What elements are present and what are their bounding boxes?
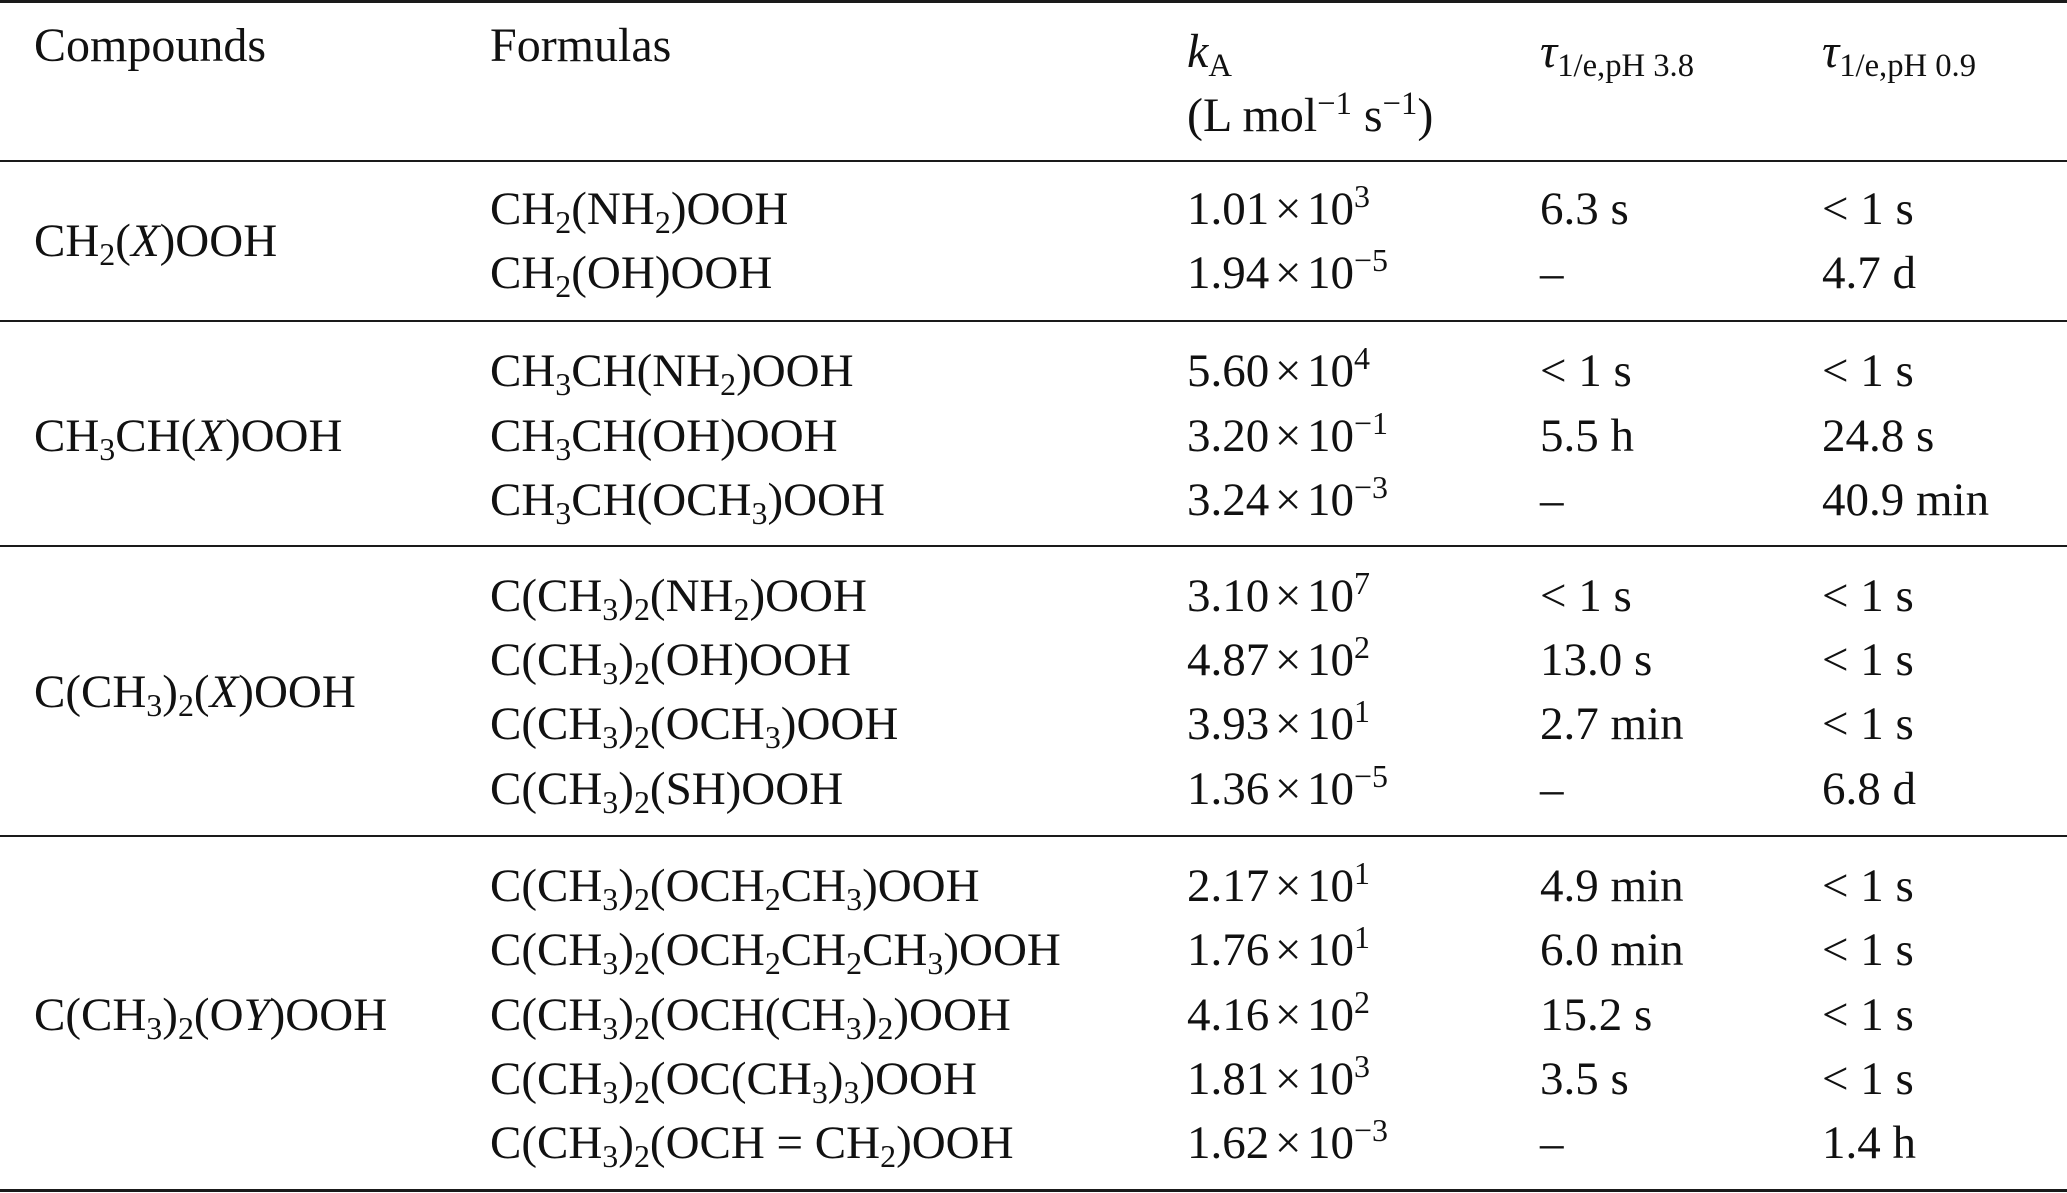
tau-symbol-ph38: τ — [1540, 25, 1558, 78]
bottom-rule — [0, 1189, 2067, 1192]
formula-subscript: 2 — [764, 881, 781, 917]
formula-text: C(CH — [490, 763, 603, 815]
compound-class — [34, 666, 356, 723]
top-rule — [0, 0, 2067, 3]
formula-text: (OCH(CH — [649, 989, 846, 1041]
formula-subscript: 3 — [602, 1138, 619, 1174]
formula-text: C(CH — [490, 1117, 603, 1169]
times-sign: × — [1274, 698, 1302, 750]
formula-text: (OCH — [649, 924, 765, 976]
formula-text: CH — [780, 924, 847, 976]
formula-text: (OCH — [649, 860, 765, 912]
formula-subscript: 2 — [633, 655, 650, 691]
group-rule-3 — [0, 835, 2067, 837]
units-part-4: −1 — [1382, 86, 1418, 123]
tau-ph38-cell — [1540, 1117, 1564, 1169]
times-sign: × — [1274, 247, 1302, 299]
base-ten: 10 — [1307, 634, 1355, 686]
formula-text: ) — [827, 1053, 844, 1105]
rate-constant-cell — [1187, 1049, 1370, 1105]
times-sign: × — [1274, 860, 1302, 912]
rate-exponent: 4 — [1354, 341, 1370, 377]
compound-text: )OOH — [269, 989, 388, 1041]
tau-ph38-value: 2.7 min — [1540, 698, 1684, 750]
rate-constant-cell — [1187, 179, 1370, 235]
rate-mantissa: 2.17 — [1187, 860, 1270, 912]
tau-ph38-cell — [1540, 410, 1634, 462]
formula-text: (OCH = CH — [649, 1117, 881, 1169]
rate-constant-cell — [1187, 985, 1370, 1041]
compound-italic: Y — [243, 989, 270, 1041]
formula-subscript: 3 — [751, 495, 768, 531]
tau-ph38-value: – — [1540, 247, 1564, 299]
formula-text: )OOH — [859, 1053, 977, 1105]
rate-constant-cell — [1187, 920, 1370, 976]
times-sign: × — [1274, 1117, 1302, 1169]
formula-cell — [490, 1117, 1014, 1174]
tau-ph09-value: < 1 s — [1822, 634, 1914, 686]
tau-ph09-value: < 1 s — [1822, 345, 1914, 397]
formula-text: )OOH — [780, 698, 899, 750]
tau-ph38-cell — [1540, 1053, 1629, 1105]
formula-cell — [490, 860, 980, 917]
formula-subscript: 3 — [602, 719, 619, 755]
formula-text: CH — [780, 860, 847, 912]
times-sign: × — [1274, 570, 1302, 622]
formula-subscript: 3 — [602, 655, 619, 691]
formula-text: C(CH — [490, 860, 603, 912]
base-ten: 10 — [1307, 763, 1355, 815]
formula-text: ) — [618, 860, 634, 912]
formula-cell — [490, 247, 773, 304]
tau-ph09-value: < 1 s — [1822, 989, 1914, 1041]
compound-text: ( — [193, 666, 210, 718]
formula-text: CH — [490, 345, 556, 397]
rate-mantissa: 1.76 — [1187, 924, 1270, 976]
tau-ph38-value: 4.9 min — [1540, 860, 1684, 912]
header-tau-ph09 — [1822, 25, 1977, 85]
formula-cell — [490, 183, 789, 240]
tau-symbol-ph09: τ — [1822, 25, 1840, 78]
tau-ph09-value: < 1 s — [1822, 924, 1914, 976]
times-sign: × — [1274, 763, 1302, 815]
formula-subscript: 3 — [602, 1074, 619, 1110]
formula-subscript: 2 — [764, 945, 781, 981]
formula-cell — [490, 474, 885, 531]
formula-subscript: 2 — [633, 784, 650, 820]
rate-constant-cell — [1187, 566, 1370, 622]
header-compounds-text: Compounds — [34, 19, 267, 72]
formula-subscript: 3 — [602, 881, 619, 917]
formula-cell — [490, 698, 899, 755]
compound-class — [34, 989, 388, 1046]
formula-subscript: 3 — [602, 591, 619, 627]
tau-ph09-value: < 1 s — [1822, 1053, 1914, 1105]
tau-ph09-cell — [1822, 860, 1914, 912]
formula-subscript: 3 — [811, 1074, 828, 1110]
header-formulas-text: Formulas — [490, 19, 672, 72]
compound-text: CH( — [115, 410, 197, 462]
tau-ph09-cell — [1822, 763, 1916, 815]
formula-subscript: 3 — [555, 495, 572, 531]
compound-text: )OOH — [238, 666, 356, 718]
tau-ph09-value: < 1 s — [1822, 860, 1914, 912]
compound-italic: X — [209, 666, 239, 718]
rate-constant-cell — [1187, 470, 1389, 526]
rate-constant-cell — [1187, 856, 1370, 912]
formula-subscript: 2 — [733, 591, 750, 627]
rate-constant-cell — [1187, 1113, 1389, 1169]
tau-ph38-value: – — [1540, 1117, 1564, 1169]
compound-subscript: 2 — [99, 236, 116, 272]
base-ten: 10 — [1307, 247, 1355, 299]
base-ten: 10 — [1307, 183, 1355, 235]
formula-subscript: 3 — [602, 1010, 619, 1046]
group-rule-2 — [0, 545, 2067, 547]
base-ten: 10 — [1307, 924, 1355, 976]
formula-cell — [490, 924, 1061, 981]
formula-text: C(CH — [490, 989, 603, 1041]
tau-subscript-ph38: 1/e,pH 3.8 — [1557, 48, 1695, 85]
formula-text: CH — [490, 474, 556, 526]
header-rate-constant — [1187, 25, 1232, 85]
tau-ph09-value: < 1 s — [1822, 570, 1914, 622]
formula-text: ) — [618, 634, 634, 686]
tau-ph09-cell — [1822, 634, 1914, 686]
rate-mantissa: 1.36 — [1187, 763, 1270, 815]
formula-text: CH — [490, 410, 556, 462]
formula-subscript: 2 — [633, 719, 650, 755]
formula-text: )OOH — [862, 860, 980, 912]
rate-exponent: −5 — [1354, 759, 1389, 795]
formula-subscript: 2 — [633, 945, 650, 981]
rate-exponent: 2 — [1354, 630, 1370, 666]
compound-text: ) — [162, 666, 178, 718]
tau-ph09-cell — [1822, 698, 1914, 750]
tau-ph09-value: < 1 s — [1822, 183, 1914, 235]
rate-mantissa: 1.81 — [1187, 1053, 1270, 1105]
tau-ph38-value: – — [1540, 474, 1564, 526]
formula-subscript: 2 — [654, 204, 671, 240]
rate-exponent: −1 — [1354, 406, 1389, 442]
formula-subscript: 2 — [846, 945, 863, 981]
tau-ph09-value: 40.9 min — [1822, 474, 1990, 526]
rate-mantissa: 3.24 — [1187, 474, 1270, 526]
formula-text: ) — [618, 570, 634, 622]
tau-ph09-cell — [1822, 1117, 1916, 1169]
rate-constant-cell — [1187, 243, 1389, 299]
tau-ph09-cell — [1822, 183, 1914, 235]
rate-exponent: 7 — [1354, 566, 1370, 602]
tau-ph38-cell — [1540, 345, 1632, 397]
formula-subscript: 3 — [927, 945, 944, 981]
rate-exponent: 3 — [1354, 179, 1370, 215]
formula-cell — [490, 410, 838, 467]
formula-text: CH — [490, 183, 556, 235]
tau-ph09-cell — [1822, 474, 1990, 526]
rate-mantissa: 4.16 — [1187, 989, 1270, 1041]
tau-ph09-value: 24.8 s — [1822, 410, 1935, 462]
formula-subscript: 3 — [764, 719, 781, 755]
base-ten: 10 — [1307, 989, 1355, 1041]
header-formulas — [490, 19, 672, 72]
tau-ph38-cell — [1540, 570, 1632, 622]
base-ten: 10 — [1307, 474, 1355, 526]
tau-ph09-value: < 1 s — [1822, 698, 1914, 750]
base-ten: 10 — [1307, 1117, 1355, 1169]
k-subscript: A — [1208, 48, 1232, 85]
formula-text: )OOH — [896, 1117, 1014, 1169]
formula-subscript: 2 — [555, 204, 572, 240]
formula-text: CH — [490, 247, 556, 299]
formula-text: C(CH — [490, 570, 603, 622]
formula-text: (SH)OOH — [649, 763, 844, 815]
formula-text: CH(OH)OOH — [571, 410, 838, 462]
formula-subscript: 2 — [877, 1010, 894, 1046]
formula-text: C(CH — [490, 924, 603, 976]
times-sign: × — [1274, 183, 1302, 235]
formula-text: )OOH — [749, 570, 867, 622]
rate-exponent: 1 — [1354, 920, 1370, 956]
base-ten: 10 — [1307, 860, 1355, 912]
compound-subscript: 3 — [99, 431, 116, 467]
tau-ph09-cell — [1822, 345, 1914, 397]
compound-subscript: 3 — [146, 1010, 163, 1046]
compound-class — [34, 410, 343, 467]
rate-mantissa: 3.20 — [1187, 410, 1270, 462]
formula-text: CH — [862, 924, 928, 976]
tau-ph09-cell — [1822, 989, 1914, 1041]
rate-constant-cell — [1187, 694, 1370, 750]
tau-ph38-value: 15.2 s — [1540, 989, 1653, 1041]
compound-subscript: 3 — [146, 687, 163, 723]
formula-text: ) — [618, 1053, 634, 1105]
formula-text: C(CH — [490, 634, 603, 686]
tau-ph38-cell — [1540, 989, 1653, 1041]
tau-ph38-cell — [1540, 183, 1629, 235]
tau-ph09-cell — [1822, 410, 1935, 462]
base-ten: 10 — [1307, 570, 1355, 622]
base-ten: 10 — [1307, 1053, 1355, 1105]
base-ten: 10 — [1307, 410, 1355, 462]
header-tau-ph38 — [1540, 25, 1695, 85]
times-sign: × — [1274, 634, 1302, 686]
compound-class — [34, 215, 278, 272]
formula-subscript: 2 — [633, 1074, 650, 1110]
formula-text: (NH — [571, 183, 655, 235]
rate-exponent: 1 — [1354, 694, 1370, 730]
tau-ph38-cell — [1540, 474, 1564, 526]
rate-constant-cell — [1187, 759, 1389, 815]
rate-exponent: −3 — [1354, 1113, 1389, 1149]
compound-subscript: 2 — [177, 687, 194, 723]
rate-constant-cell — [1187, 341, 1370, 397]
times-sign: × — [1274, 410, 1302, 462]
formula-text: (NH — [649, 570, 734, 622]
header-compounds — [34, 19, 267, 72]
formula-subscript: 3 — [555, 366, 572, 402]
formula-text: )OOH — [670, 183, 789, 235]
formula-cell — [490, 570, 867, 627]
formula-text: )OOH — [736, 345, 854, 397]
rate-exponent: 3 — [1354, 1049, 1370, 1085]
formula-text: ) — [861, 989, 878, 1041]
formula-text: CH(OCH — [571, 474, 752, 526]
compound-text: CH — [34, 215, 100, 267]
rate-mantissa: 3.93 — [1187, 698, 1270, 750]
formula-text: )OOH — [767, 474, 885, 526]
compound-text: C(CH — [34, 666, 147, 718]
formula-text: (OC(CH — [649, 1053, 812, 1105]
rate-exponent: 1 — [1354, 856, 1370, 892]
tau-subscript-ph09: 1/e,pH 0.9 — [1839, 48, 1977, 85]
formula-subscript: 2 — [555, 268, 572, 304]
tau-ph38-cell — [1540, 634, 1653, 686]
compound-text: (O — [193, 989, 244, 1041]
formula-subscript: 2 — [633, 881, 650, 917]
formula-subscript: 3 — [602, 945, 619, 981]
rate-exponent: −5 — [1354, 243, 1389, 279]
compound-text: CH — [34, 410, 100, 462]
formula-subscript: 3 — [843, 1074, 860, 1110]
compound-text: ) — [162, 989, 178, 1041]
tau-ph38-cell — [1540, 860, 1684, 912]
formula-text: (OH)OOH — [571, 247, 773, 299]
formula-subscript: 2 — [633, 1138, 650, 1174]
compound-italic: X — [130, 215, 160, 267]
formula-subscript: 3 — [846, 881, 863, 917]
formula-subscript: 2 — [880, 1138, 897, 1174]
group-rule-1 — [0, 320, 2067, 322]
formula-text: C(CH — [490, 1053, 603, 1105]
rate-mantissa: 5.60 — [1187, 345, 1270, 397]
tau-ph38-value: < 1 s — [1540, 345, 1632, 397]
k-symbol: k — [1187, 25, 1209, 78]
formula-text: CH(NH — [571, 345, 721, 397]
tau-ph38-value: – — [1540, 763, 1564, 815]
tau-ph38-cell — [1540, 763, 1564, 815]
compound-text: )OOH — [159, 215, 278, 267]
formula-subscript: 2 — [720, 366, 737, 402]
formula-cell — [490, 989, 1011, 1046]
rate-mantissa: 1.94 — [1187, 247, 1270, 299]
tau-ph38-value: 6.3 s — [1540, 183, 1629, 235]
formula-text: ) — [618, 763, 634, 815]
compound-text: ( — [115, 215, 131, 267]
formula-cell — [490, 345, 854, 402]
rate-exponent: 2 — [1354, 985, 1370, 1021]
tau-ph09-value: 6.8 d — [1822, 763, 1916, 815]
rate-constant-cell — [1187, 406, 1389, 462]
base-ten: 10 — [1307, 698, 1355, 750]
rate-mantissa: 1.62 — [1187, 1117, 1270, 1169]
tau-ph38-cell — [1540, 247, 1564, 299]
formula-text: ) — [618, 989, 634, 1041]
units-part-2: −1 — [1317, 86, 1352, 123]
formula-subscript: 3 — [602, 784, 619, 820]
formula-text: (OCH — [649, 698, 765, 750]
tau-ph38-cell — [1540, 698, 1684, 750]
formula-subscript: 3 — [845, 1010, 862, 1046]
units-part-1: (L mol — [1187, 89, 1318, 142]
formula-cell — [490, 763, 844, 820]
units-part-5: ) — [1417, 89, 1434, 142]
rate-mantissa: 3.10 — [1187, 570, 1270, 622]
times-sign: × — [1274, 345, 1302, 397]
header-rate-units — [1187, 86, 1434, 142]
rate-mantissa: 4.87 — [1187, 634, 1270, 686]
formula-cell — [490, 634, 851, 691]
times-sign: × — [1274, 1053, 1302, 1105]
tau-ph38-value: 6.0 min — [1540, 924, 1684, 976]
formula-text: C(CH — [490, 698, 603, 750]
formula-text: )OOH — [943, 924, 1061, 976]
compound-text: )OOH — [224, 410, 343, 462]
tau-ph09-cell — [1822, 1053, 1914, 1105]
base-ten: 10 — [1307, 345, 1355, 397]
formula-text: )OOH — [893, 989, 1011, 1041]
tau-ph38-value: < 1 s — [1540, 570, 1632, 622]
tau-ph09-value: 4.7 d — [1822, 247, 1916, 299]
tau-ph09-cell — [1822, 570, 1914, 622]
formula-subscript: 2 — [633, 591, 650, 627]
tau-ph38-value: 13.0 s — [1540, 634, 1653, 686]
rate-exponent: −3 — [1354, 470, 1389, 506]
tau-ph38-value: 3.5 s — [1540, 1053, 1629, 1105]
formula-cell — [490, 1053, 977, 1110]
rate-mantissa: 1.01 — [1187, 183, 1270, 235]
units-part-3: s — [1351, 89, 1383, 142]
formula-subscript: 2 — [633, 1010, 650, 1046]
times-sign: × — [1274, 924, 1302, 976]
formula-text: ) — [618, 1117, 634, 1169]
tau-ph09-cell — [1822, 247, 1916, 299]
times-sign: × — [1274, 989, 1302, 1041]
formula-text: (OH)OOH — [649, 634, 851, 686]
compound-text: C(CH — [34, 989, 147, 1041]
tau-ph09-value: 1.4 h — [1822, 1117, 1916, 1169]
tau-ph09-cell — [1822, 924, 1914, 976]
formula-text: ) — [618, 924, 634, 976]
rate-constant-cell — [1187, 630, 1370, 686]
formula-text: ) — [618, 698, 634, 750]
formula-subscript: 3 — [555, 431, 572, 467]
times-sign: × — [1274, 474, 1302, 526]
header-rule — [0, 160, 2067, 162]
tau-ph38-value: 5.5 h — [1540, 410, 1634, 462]
tau-ph38-cell — [1540, 924, 1684, 976]
compound-subscript: 2 — [177, 1010, 194, 1046]
compound-italic: X — [196, 410, 225, 462]
